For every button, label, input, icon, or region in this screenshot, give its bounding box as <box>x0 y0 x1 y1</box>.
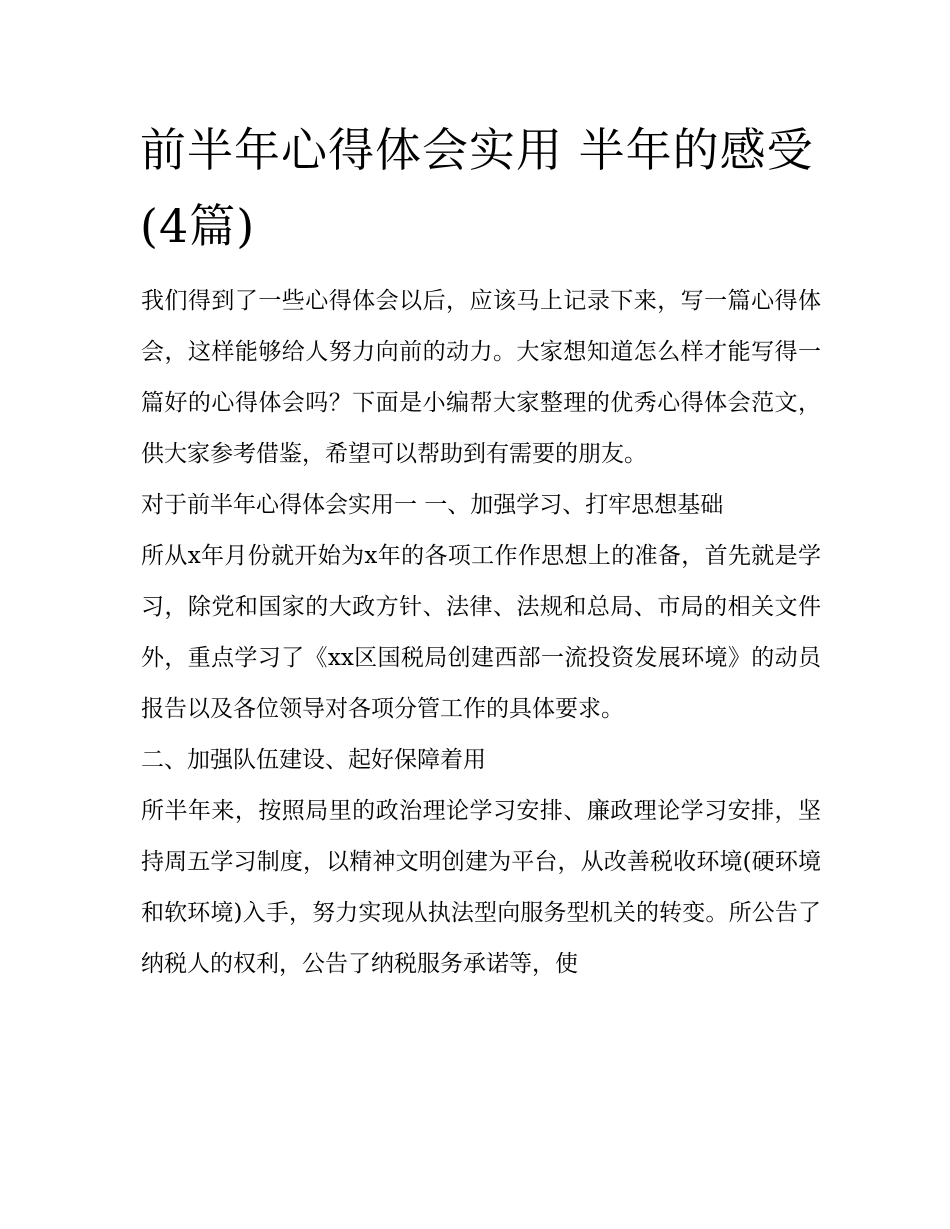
document-title: 前半年心得体会实用 半年的感受(4篇) <box>140 123 814 253</box>
body-paragraph-2: 所半年来，按照局里的政治理论学习安排、廉政理论学习安排，坚持周五学习制度，以精神文明创建为平台，从改善税收环境(硬环境和软环境)入手，努力实现从执法型向服务型机关的转变。所公告了纳税人的权利，公告了纳税服务承诺等，使 <box>141 798 821 977</box>
body-paragraph-1: 所从x年月份就开始为x年的各项工作作思想上的准备，首先就是学习，除党和国家的大政方针、法律、法规和总局、市局的相关文件外，重点学习了《xx区国税局创建西部一流投资发展环境》的动员报告以及各位领导对各项分管工作的具体要求。 <box>141 543 821 722</box>
section-heading-2: 二、加强队伍建设、起好保障着用 <box>141 747 486 773</box>
intro-paragraph: 我们得到了一些心得体会以后，应该马上记录下来，写一篇心得体会，这样能够给人努力向前的动力。大家想知道怎么样才能写得一篇好的心得体会吗？下面是小编帮大家整理的优秀心得体会范文，供大家参考借鉴，希望可以帮助到有需要的朋友。 <box>141 288 821 467</box>
document-body <box>141 276 821 990</box>
section-heading-1: 对于前半年心得体会实用一 一、加强学习、打牢思想基础 <box>141 492 724 518</box>
